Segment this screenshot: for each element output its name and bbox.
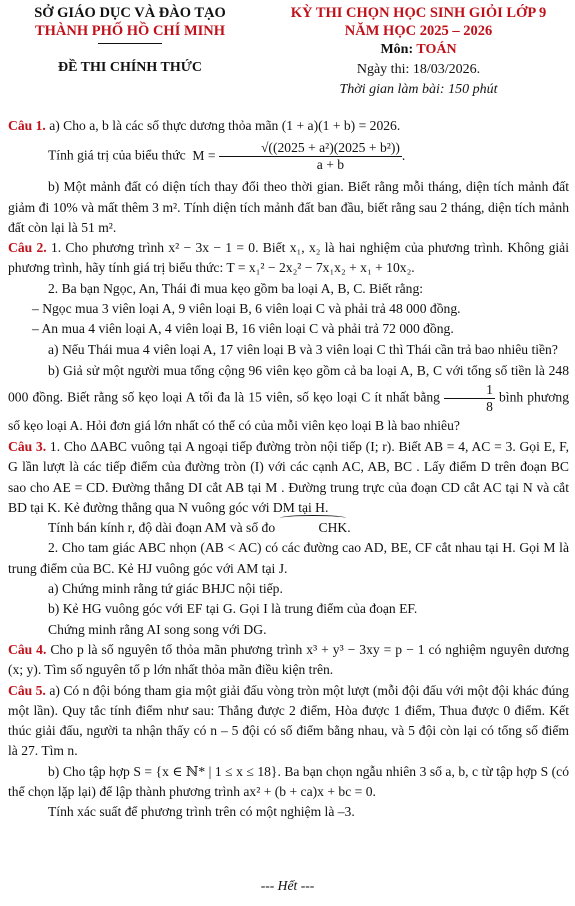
fraction: $\frac{\text{√((2025 + a²)(2025 + b²))}}{a + b}$ [219,140,402,173]
question-5a [8,681,569,762]
question-3b: b) Kẻ HG vuông góc với EF tại G. Gọi I là trung điểm của đoạn EF. [48,601,418,617]
question-label: Câu 3. [8,438,47,454]
arc-chk: CHK [279,518,348,538]
question-1a [8,116,569,136]
question-text: b) Giả sử một người mua tổng cộng 96 viên kẹo gồm cả ba loại A, B, C với tổng số tiền là 248 000 đồng. Biết rằng số kẹo loại A tối đa là 15 viên, số kẹo loại C ít nhất bằng [8,362,569,405]
header-right [262,4,575,100]
question-text: Tính giá trị của biểu thức [48,147,186,163]
school-year: NĂM HỌC 2025 – 2026 [344,23,493,39]
question-2b [8,360,569,437]
question-3-part2: 2. Cho tam giác ABC nhọn (AB < AC) có các đường cao AD, BE, CF cắt nhau tại H. Gọi M là trung điểm của BC. Kẻ HJ vuông góc với AM tại J. [8,540,569,576]
question-2-an: – An mua 4 viên loại A, 4 viên loại B, 16 viên loại C và phải trả 72 000 đồng. [32,321,454,337]
end-marker: --- Hết --- [260,878,315,893]
question-2-ngoc: – Ngọc mua 3 viên loại A, 9 viên loại B, 6 viên loại C và phải trả 48 000 đồng. [32,301,461,317]
subject-name: TOÁN [416,42,457,57]
question-3-task: Tính bán kính r, độ dài đoạn AM và số đo CHK. [8,518,569,538]
question-label: Câu 5. [8,682,46,698]
fraction-one-eighth: $\frac{1}{8}$ [444,382,495,415]
question-4 [8,640,569,681]
question-label: Câu 4. [8,641,47,657]
question-5b: b) Cho tập hợp S = {x ∈ ℕ* | 1 ≤ x ≤ 18}. Ba bạn chọn ngẫu nhiên 3 số a, b, c từ tập hợp S (có thể chọn lặp lại) để lập thành phương trình ax² + (b + ca)x + bc = 0. [8,763,569,800]
exam-header [0,0,575,115]
question-3b-proof: Chứng minh rằng AI song song với DG. [48,621,267,637]
exam-title: KỲ THI CHỌN HỌC SINH GIỎI LỚP 9 [290,5,547,21]
question-label: Câu 1. [8,118,46,133]
subject-label: Môn: [380,42,417,57]
question-text: bình phương số kẹo loại A. Hỏi đơn giá lớn nhất có thể có của mỗi viên kẹo loại B là bao nhiêu? [8,389,570,433]
official-exam-label: ĐỀ THI CHÍNH THỨC [57,60,203,75]
exam-date: Ngày thi: 18/03/2026. [356,62,481,77]
question-2-part2: 2. Ba bạn Ngọc, An, Thái đi mua kẹo gồm ba loại A, B, C. Biết rằng: [48,280,424,296]
question-3a: a) Chứng minh rằng tứ giác BHJC nội tiếp. [48,581,283,597]
question-text: 1. Cho ΔABC vuông tại A ngoại tiếp đường tròn nội tiếp (I; r). Biết AB = 4, AC = 3. Gọi E, F, G lần lượt là các tiếp điểm của đường tròn (I) với các cạnh AC, AB, BC . Lấy điểm D trên đoạn BC sao cho AE = CD. Đường thẳng DI cắt AB tại M . Đường trung trực của đoạn CD cắt AC tại N và cắt BD tại K. Kẻ đường thẳng qua N vuông góc với DM tại H. [8,438,569,515]
question-5b-task: Tính xác suất để phương trình trên có một nghiệm là –3. [48,804,355,820]
question-2a: a) Nếu Thái mua 4 viên loại A, 17 viên loại B và 3 viên loại C thì Thái cần trả bao nhiêu tiền? [48,341,558,357]
question-1b: b) Một mảnh đất có diện tích thay đổi theo thời gian. Biết rằng mỗi tháng, diện tích mảnh đất giảm đi 10% và mất thêm 3 m². Tính diện tích mảnh đất ban đầu, biết rằng sau 2 tháng, diện tích mảnh đất còn lại là 51 m². [8,179,569,235]
question-text: Cho p là số nguyên tố thỏa mãn phương trình x³ + y³ − 3xy = p − 1 có nghiệm nguyên dương (x; y). Tìm số nguyên tố p lớn nhất thỏa mãn điều kiện trên. [8,641,569,678]
exam-body [8,116,569,823]
question-1-expression [8,140,569,173]
header-divider [98,43,162,44]
question-2-part1 [8,238,569,279]
question-text: a) Cho a, b là các số thực dương thỏa mãn (1 + a)(1 + b) = 2026. [49,118,401,133]
question-3-part1 [8,437,569,518]
question-text: Tính bán kính r, độ dài đoạn AM và số đo [48,520,276,536]
department-name: SỞ GIÁO DỤC VÀ ĐÀO TẠO [34,5,226,21]
question-label: Câu 2. [8,240,47,256]
city-name: THÀNH PHỐ HỒ CHÍ MINH [34,23,226,39]
math-expression-M: M = $\frac{\text{√((2025 + a²)(2025 + b²))}}{a + b}$ . [189,140,406,173]
header-left [0,4,260,76]
exam-duration: Thời gian làm bài: 150 phút [339,82,498,97]
subject-line [262,40,575,60]
question-text: a) Có n đội bóng tham gia một giải đấu vòng tròn một lượt (mỗi đội đấu với một đội khác đúng một lần). Quy tắc tính điểm như sau: Thắng được 2 điểm, Hòa được 1 điểm, Thua được 0 điểm. Kết thúc giải đấu, người ta nhận thấy có n – 5 đội có số điểm bằng nhau, và 5 đội còn lại có tổng số điểm là 27. Tìm n. [8,682,569,759]
question-text: 1. Cho phương trình x² − 3x − 1 = 0. Biết x₁, x₂ là hai nghiệm của phương trình. Không giải phương trình, hãy tính giá trị biểu thức: T = x₁² − 2x₂² − 7x₁x₂ + x₁ + 10x₂. [8,240,569,276]
